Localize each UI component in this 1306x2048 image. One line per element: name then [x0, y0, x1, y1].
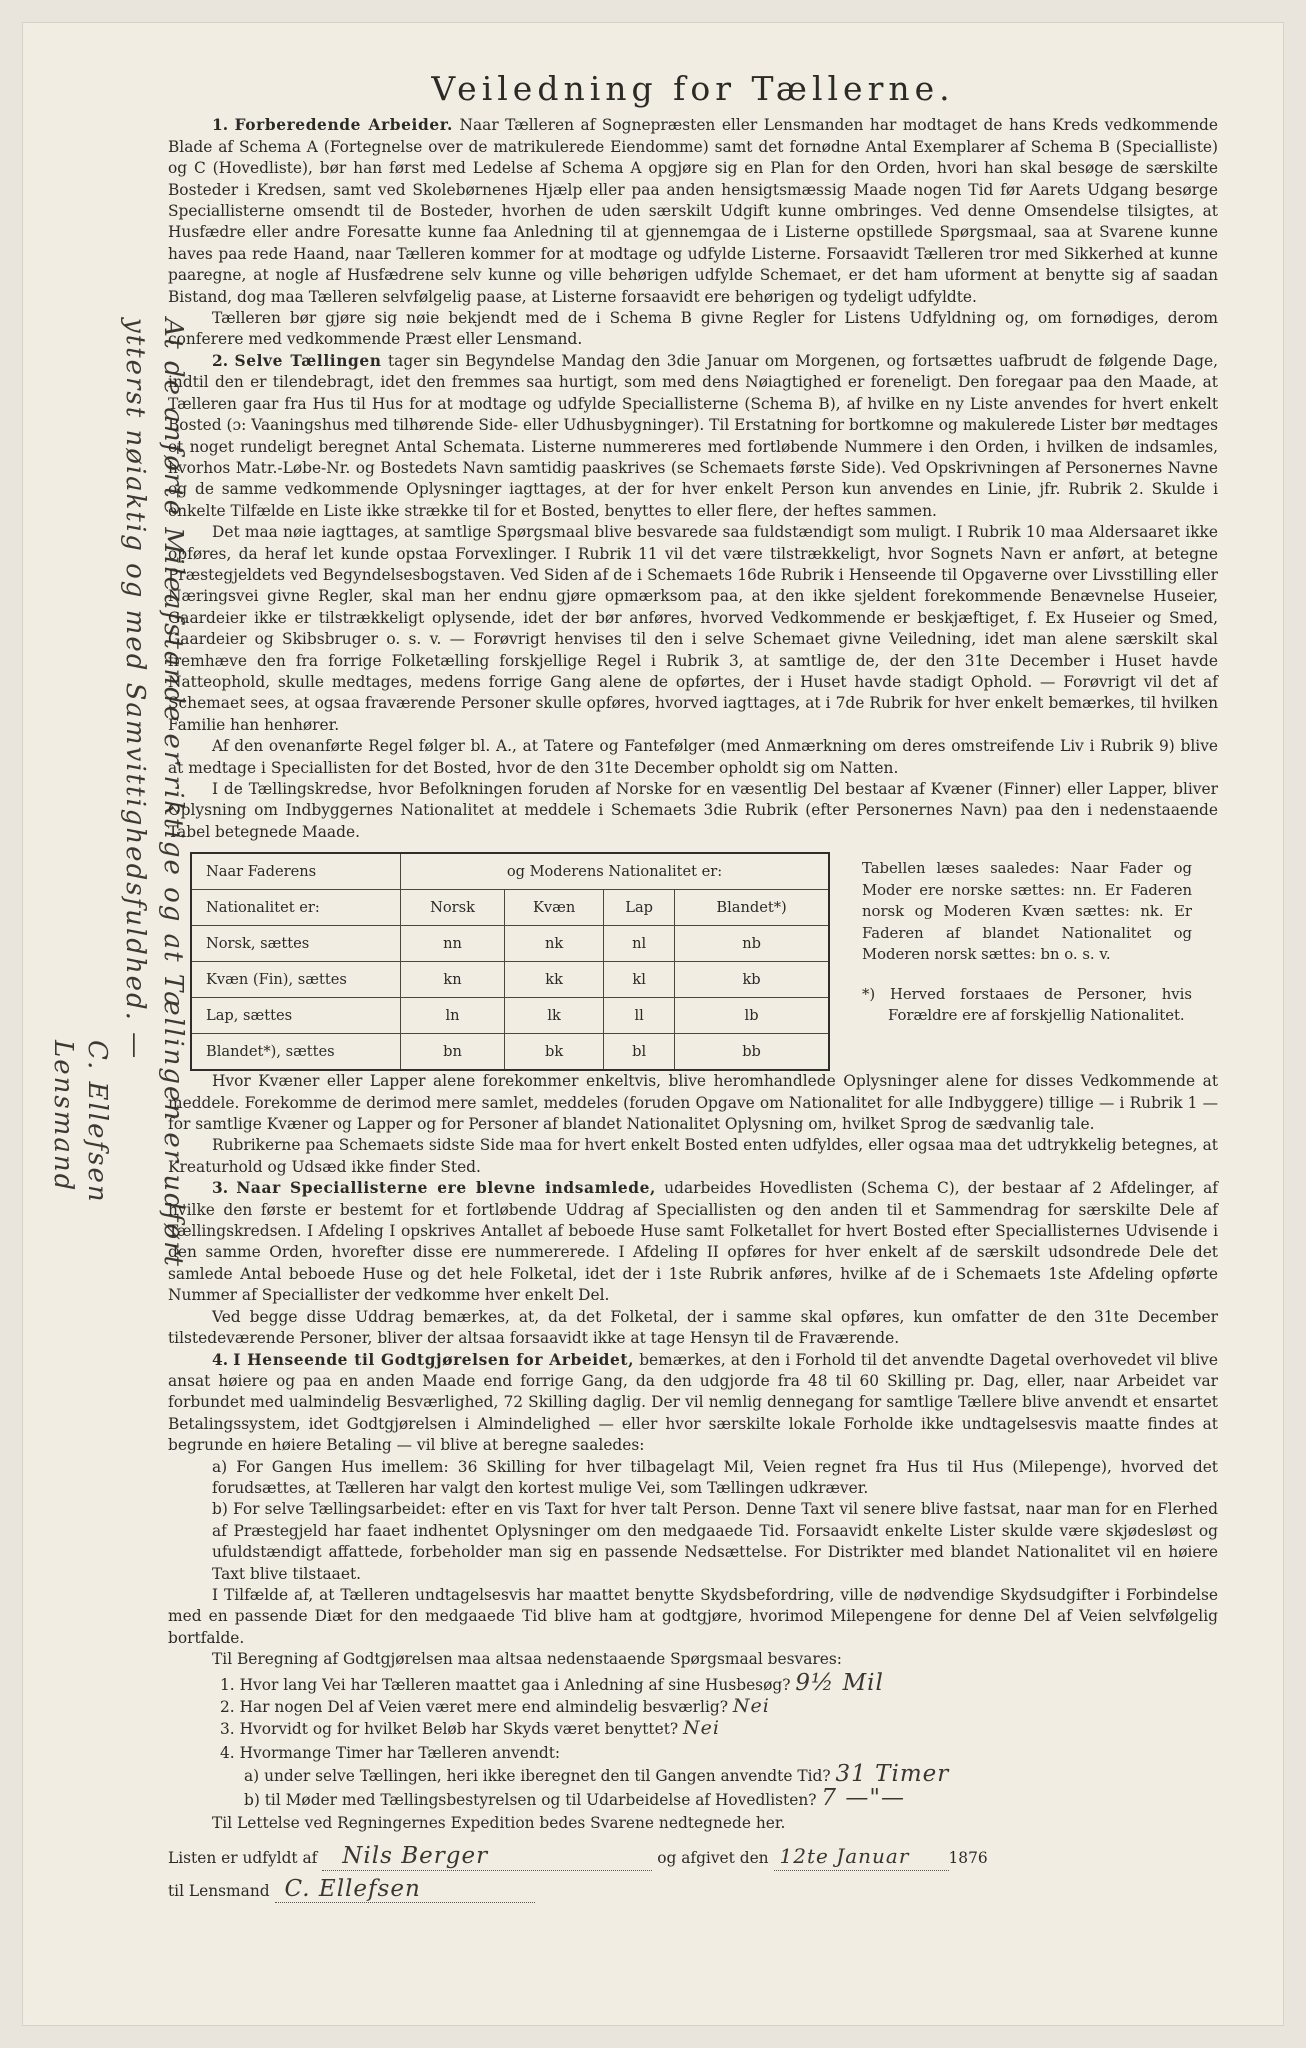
question-row — [168, 1669, 1218, 1696]
question-text: b) til Møder med Tællingsbestyrelsen og til Udarbeidelse af Hovedlisten? — [244, 1790, 817, 1809]
section-2-paragraph-2: Det maa nøie iagttages, at samtlige Spørgsmaal blive besvarede saa fuldstændigt som muligt. I Rubrik 10 maa Aldersaaret ikke opføres, da heraf let kunde opstaa Forvexlinger. I Rubrik 11 vil det være tilstrækkeligt, hvor Sognets Navn er anført, at betegne Præstegjeldets ved Begyndelsesbogstaven. Ved Siden af de i Schemaets 16de Rubrik i Henseende til Opgaverne over Livsstilling eller Næringsvei givne Regler, skal man her endnu gjøre opmærksom paa, at den ikke sjeldent forekommende Benævnelse Huseier, Gaardeier ikke er tilstrækkeligt oplysende, idet der bør anføres, hvorved Vedkommende er beskjæftiget, f. Ex Huseier og Smed, Gaardeier og Skibsbruger o. s. v. — Forøvrigt henvises til den i selve Schemaet givne Veiledning, idet man alene særskilt skal fremhæve den fra forrige Folketælling forskjellige Regel i Rubrik 3, at samtlige de, der den 31te December i Huset havde Natteophold, skulle medtages, medens forrige Gang alene de opførtes, der i Huset havde stadigt Ophold. — Forøvrigt vil det af Schemaet sees, at ogsaa fraværende Personer skulle opføres, hvorved iagttages, at i 7de Rubrik for hver enkelt bemærkes, til hvilken Familie han henhører. — [168, 523, 1218, 734]
table-explanation-text: Tabellen læses saaledes: Naar Fader og Moder ere norske sættes: nn. Er Faderen norsk og Moderen Kvæn sættes: nk. Er Faderen af blandet Nationalitet og Moderen norsk sættes: bn o. s. v. — [862, 860, 1192, 964]
signature-line-2 — [168, 1875, 1218, 1903]
section-2-paragraph-3: Af den ovenanførte Regel følger bl. A., at Tatere og Fantefølger (med Anmærkning om deres omstreifende Liv i Rubrik 9) blive at medtage i Speciallisten for det Bosted, hvor de den 31te December opholdt sig om Natten. — [168, 737, 1218, 777]
row-label: Lap, sættes — [191, 998, 401, 1034]
section-1-number: 1. — [212, 116, 229, 135]
lensmand-field — [275, 1875, 535, 1903]
section-3-paragraph-2: Ved begge disse Uddrag bemærkes, at, da det Folketal, der i samme skal opføres, kun omfatter de den 31te December tilstedeværende Personer, bliver der altsaa forsaavidt ikke at tage Hensyn til de Fraværende. — [168, 1307, 1218, 1348]
nationality-table-block — [190, 852, 1218, 1062]
section-1-heading: Forberedende Arbeider. — [234, 116, 453, 135]
signature-prefix: Listen er udfyldt af — [168, 1849, 318, 1868]
signature-line-1 — [168, 1843, 1218, 1870]
question-row — [168, 1784, 1218, 1811]
col-header: Kvæn — [505, 890, 604, 926]
section-1-text: Naar Tælleren af Sognepræsten eller Lensmanden har modtaget de hans Kreds vedkommende Blade af Schema A (Fortegnelse over de matrikulerede Eiendomme) samt det fornødne Antal Exemplarer af Schema B (Specialliste) og C (Hovedliste), bør han først med Ledelse af Schema A opgjøre sig en Plan for den Orden, hvori han skal besøge de særskilte Bosteder i Kredsen, samt ved Skolebørnenes Hjælp eller paa anden hensigtsmæssig Maade nogen Tid før Aarets Udgang besørge Speciallisterne omsendt til de Bosteder, hvorhen de uden særskilt Udgift kunne ombringes. Ved denne Omsendelse tilsigtes, at Husfædre eller andre Foresatte kunne faa Anledning til at gjennemgaa de i Listerne opstillede Spørgsmaal, saa at Svarene kunne haves paa rede Haand, naar Tælleren kommer for at modtage og udfylde Listerne. Forsaavidt Tælleren tror med Sikkerhed at kunne paaregne, at nogle af Husfædrene selv kunne og ville behørigen udfylde Schemaet, er det ham uforment at benytte sig af saadan Bistand, dog maa Tælleren selvfølgelig paase, at Listerne forsaavidt ere behørigen og tydeligt udfyldte. — [168, 116, 1218, 306]
question-row — [168, 1741, 1218, 1764]
col-header: Blandet*) — [675, 890, 829, 926]
question-text: 2. Har nogen Del af Veien været mere end almindelig besværlig? — [220, 1698, 728, 1716]
table-row — [191, 998, 829, 1034]
table-cell: kk — [505, 962, 604, 998]
lensmand-label: til Lensmand — [168, 1881, 270, 1900]
table-cell: nl — [604, 926, 675, 962]
question-row — [168, 1718, 1218, 1740]
question-row — [168, 1696, 1218, 1718]
date-field — [774, 1846, 949, 1870]
section-4-item-b: b) For selve Tællingsarbeidet: efter en vis Taxt for hver talt Person. Denne Taxt vil senere blive fastsat, naar man for en Flerhed af Præstegjeld har faaet indhentet Oplysninger om den medgaaede Tid. Forsaavidt enkelte Lister skulde være skjødesløst og ufuldstændigt affattede, forbeholder man sig en passende Nedsættelse. For Distrikter med blandet Nationalitet vil en høiere Taxt blive tilstaaet. — [212, 1500, 1218, 1583]
questions-list — [168, 1669, 1218, 1811]
question-row — [168, 1761, 1218, 1788]
table-cell: kl — [604, 962, 675, 998]
row-label: Norsk, sættes — [191, 926, 401, 962]
question-text: 1. Hvor lang Vei har Tælleren maattet gaa i Anledning af sine Husbesøg? — [220, 1675, 791, 1694]
section-4-paragraph-2: I Tilfælde af, at Tælleren undtagelsesvis har maattet benytte Skydsbefordring, ville de nødvendige Skydsudgifter i Forbindelse med en passende Diæt for den medgaaede Tid blive ham at godtgjøre, hvorimod Milepengene for denne Del af Veien selvfølgelig bortfalde. — [168, 1585, 1218, 1647]
mother-header: og Moderens Nationalitet er: — [401, 853, 830, 890]
delivered-label: og afgivet den — [657, 1849, 769, 1868]
table-cell: nk — [505, 926, 604, 962]
section-1 — [168, 115, 1218, 308]
filled-by-name: Nils Berger — [342, 1843, 489, 1870]
question-text: 4. Hvormange Timer har Tælleren anvendt: — [220, 1743, 561, 1762]
father-header-2: Nationalitet er: — [191, 890, 401, 926]
table-cell: bl — [604, 1034, 675, 1071]
handwritten-answer: 7 —"— — [821, 1784, 905, 1811]
section-2-text: tager sin Begyndelse Mandag den 3die Januar om Morgenen, og fortsættes uafbrudt de følgende Dage, indtil den er tilendebragt, idet den fremmes saa hurtigt, som med dens Nøiagtighed er foreneligt. Den foregaar paa den Maade, at Tælleren gaar fra Hus til Hus for at modtage og udfylde Speciallisterne (Schema B), af hvilke en ny Liste anvendes for hvert enkelt Bosted (ɔ: Vaaningshus med tilhørende Side- eller Udhusbygninger). Til Erstatning for bortkomne og makulerede Lister bør medtages et noget rundeligt beregnet Antal Schemata. Listerne nummereres med fortløbende Nummere i den Orden, i hvilken de indsamles, hvorhos Matr.-Løbe-Nr. og Bostedets Navn samtidig paaskrives (se Schemaets første Side). Ved Opskrivningen af Personernes Navne og de samme vedkommende Oplysninger iagttages, at der for hver enkelt Person kun anvendes en Linie, jfr. Rubrik 2. Skulde i enkelte Tilfælde en Liste ikke strække til for et Bosted, benyttes to eller flere, der heftes sammen. — [168, 351, 1218, 520]
handwritten-answer: Nei — [732, 1695, 770, 1717]
after-table-paragraph-1: Hvor Kvæner eller Lapper alene forekommer enkeltvis, blive heromhandlede Oplysninger alene for disses Vedkommende at meddele. Forekomme de derimod mere samlet, meddeles (foruden Opgave om Nationalitet for alle Indbyggere) tillige — i Rubrik 1 — for samtlige Kvæner og Lapper og for Personer af blandet Nationalitet Oplysning om, hvilket Sprog de sædvanlig tale. — [168, 1072, 1218, 1134]
section-4 — [168, 1350, 1218, 1457]
table-cell: lk — [505, 998, 604, 1034]
table-footnote: *) Herved forstaaes de Personer, hvis Forældre ere af forskjellig Nationalitet. — [862, 985, 1192, 1025]
table-cell: ln — [401, 998, 505, 1034]
table-cell: bb — [675, 1034, 829, 1071]
col-header: Norsk — [401, 890, 505, 926]
handwritten-answer: Nei — [683, 1717, 720, 1740]
filled-by-field — [322, 1843, 652, 1870]
section-3 — [168, 1178, 1218, 1306]
page-title: Veiledning for Tællerne. — [431, 69, 955, 108]
table-cell: kn — [401, 962, 505, 998]
row-label: Blandet*), sættes — [191, 1034, 401, 1071]
table-explanation — [862, 858, 1192, 1027]
margin-note-title: Lensmand — [48, 1040, 78, 1193]
table-row — [191, 962, 829, 998]
margin-note-signature: C. Ellefsen — [82, 1040, 112, 1204]
row-label: Kvæn (Fin), sættes — [191, 962, 401, 998]
date-value: 12te Januar — [779, 1844, 910, 1869]
table-cell: nn — [401, 926, 505, 962]
handwritten-answer: 9½ Mil — [795, 1669, 884, 1696]
main-text — [168, 69, 1218, 1903]
col-header: Lap — [604, 890, 675, 926]
question-text: 3. Hvorvidt og for hvilket Beløb har Skyds været benyttet? — [220, 1720, 679, 1739]
table-cell: lb — [675, 998, 829, 1034]
margin-note-line-1: At de anførte Mileafstande er riktige og at Tællingen er udført — [158, 318, 188, 1269]
handwritten-answer: 31 Timer — [835, 1761, 950, 1788]
year: 1876 — [948, 1849, 988, 1868]
nationality-table — [190, 852, 830, 1071]
section-2-number: 2. — [212, 351, 229, 370]
section-2 — [168, 351, 1218, 522]
section-2-paragraph-4: I de Tællingskredse, hvor Befolkningen foruden af Norske for en væsentlig Del bestaar af Kvæner (Finner) eller Lapper, bliver Oplysning om Indbyggernes Nationalitet at meddele i Schemaets 3die Rubrik (efter Personernes Navn) paa den i nedenstaaende Tabel betegnede Maade. — [168, 780, 1218, 841]
table-row — [191, 1034, 829, 1071]
question-text: a) under selve Tællingen, heri ikke iberegnet den til Gangen anvendte Tid? — [244, 1767, 831, 1786]
section-4-number: 4. — [212, 1350, 229, 1369]
section-4-item-a: a) For Gangen Hus imellem: 36 Skilling for hver tilbagelagt Mil, Veien regnet fra Hus til Hus (Milepenge), hvorved det forudsættes, at Tælleren har valgt den kortest mulige Vei, som Tællingen udkræver. — [212, 1457, 1218, 1497]
margin-note-line-2: ytterst nøiaktig og med Samvittighedsfuldhed. — — [120, 318, 150, 1061]
closing-note: Til Lettelse ved Regningernes Expedition bedes Svarene nedtegnede her. — [212, 1814, 786, 1833]
table-cell: kb — [675, 962, 829, 998]
section-1-paragraph-2: Tælleren bør gjøre sig nøie bekjendt med de i Schema B givne Regler for Listens Udfyldning og, om fornødiges, derom conferere med vedkommende Præst eller Lensmand. — [168, 309, 1218, 349]
section-4-text: bemærkes, at den i Forhold til det anvendte Dagetal overhovedet vil blive ansat høiere og paa en anden Maade end forrige Gang, da den udgjorde fra 48 til 60 Skilling pr. Dag, eller, naar Arbeidet var forbundet med ualmindelig Besværlighed, 72 Skilling daglig. Der vil nemlig dennegang for samtlige Tællere blive anvendt et ensartet Betalingssystem, idet Godtgjørelsen i Almindelighed — eller hvor særskilte lokale Forholde ikke undtagelsesvis maatte findes at begrunde en høiere Betaling — vil blive at beregne saaledes: — [168, 1350, 1218, 1455]
lensmand-name: C. Ellefsen — [284, 1875, 421, 1902]
section-3-heading: Naar Speciallisterne ere blevne indsamlede, — [236, 1179, 657, 1198]
section-4-paragraph-3: Til Beregning af Godtgjørelsen maa altsaa nedenstaaende Spørgsmaal besvares: — [212, 1650, 842, 1669]
section-3-text: udarbeides Hovedlisten (Schema C), der bestaar af 2 Afdelinger, af hvilke den første er bestemt for et fortløbende Uddrag af Speciallisten og den anden til et Sammendrag for særskilte Dele af Tællingskredsen. I Afdeling I opskrives Antallet af beboede Huse samt Folketallet for hvert Bosted efter Speciallisternes Udvisende i den samme Orden, hvorefter disse ere nummererede. I Afdeling II opføres for hver enkelt af de særskilt udsondrede Dele det samlede Antal beboede Huse og det hele Folketal, idet der i 1ste Rubrik anføres, hvilke af de i Schemaets 1ste Afdeling opførte Nummer af Speciallister der vedkomme hver enkelt Del. — [168, 1179, 1218, 1305]
table-cell: bn — [401, 1034, 505, 1071]
table-row — [191, 926, 829, 962]
section-3-number: 3. — [212, 1179, 229, 1198]
after-table-paragraph-2: Rubrikerne paa Schemaets sidste Side maa for hvert enkelt Bosted enten udfyldes, eller ogsaa maa det udtrykkelig betegnes, at Kreaturhold og Udsæd ikke finder Sted. — [168, 1136, 1218, 1176]
table-cell: ll — [604, 998, 675, 1034]
table-cell: bk — [505, 1034, 604, 1071]
section-2-heading: Selve Tællingen — [234, 351, 382, 370]
table-cell: nb — [675, 926, 829, 962]
section-4-heading: I Henseende til Godtgjørelsen for Arbeidet, — [233, 1350, 635, 1369]
father-header-1: Naar Faderens — [191, 853, 401, 890]
